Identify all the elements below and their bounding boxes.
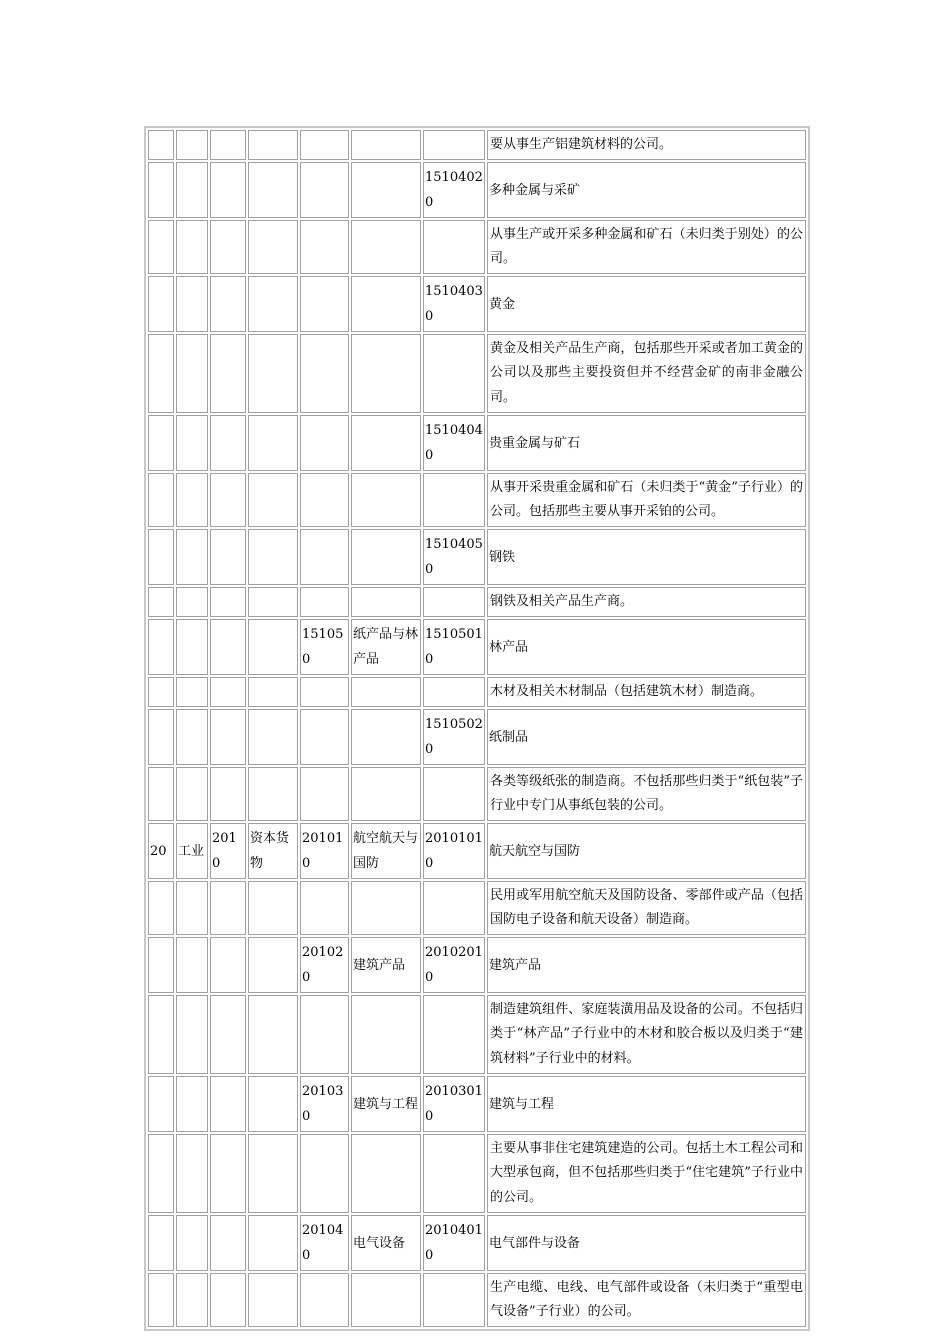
cell-industry-name: [351, 220, 421, 274]
cell-industry-code: [300, 881, 349, 935]
cell-industry-name: [351, 529, 421, 585]
cell-sector-code: [148, 130, 174, 160]
cell-sector-code: [148, 937, 174, 993]
cell-industry-group-name: [248, 619, 298, 675]
cell-sub-industry-code: [423, 677, 485, 707]
cell-sector-code: [148, 162, 174, 218]
cell-sector-code: [148, 220, 174, 274]
cell-industry-name: 纸产品与林产品: [351, 619, 421, 675]
cell-industry-code: 201040: [300, 1215, 349, 1271]
cell-sub-industry-text: 黄金及相关产品生产商，包括那些开采或者加工黄金的公司以及那些主要投资但并不经营金矿的南非金融公司。: [487, 334, 806, 413]
cell-industry-group-name: [248, 1215, 298, 1271]
cell-sub-industry-code: 15104030: [423, 276, 485, 332]
cell-industry-code: [300, 529, 349, 585]
cell-sector-code: [148, 677, 174, 707]
table-body: [148, 130, 806, 1327]
cell-sub-industry-text: 要从事生产铝建筑材料的公司。: [487, 130, 806, 160]
cell-sub-industry-text: 各类等级纸张的制造商。不包括那些归类于“纸包装”子行业中专门从事纸包装的公司。: [487, 767, 806, 821]
table-row: [148, 1076, 806, 1132]
cell-sector-name: [176, 677, 208, 707]
cell-sub-industry-code: [423, 1273, 485, 1327]
cell-industry-code: [300, 162, 349, 218]
cell-industry-name: [351, 587, 421, 617]
cell-industry-code: [300, 276, 349, 332]
cell-industry-group-name: [248, 1076, 298, 1132]
cell-industry-group-name: [248, 995, 298, 1074]
cell-sub-industry-text: 林产品: [487, 619, 806, 675]
cell-sector-name: [176, 220, 208, 274]
cell-industry-group-code: [210, 334, 246, 413]
cell-sub-industry-code: 20104010: [423, 1215, 485, 1271]
cell-sector-name: [176, 334, 208, 413]
cell-industry-group-code: [210, 415, 246, 471]
cell-sub-industry-text: 从事开采贵重金属和矿石（未归类于“黄金”子行业）的公司。包括那些主要从事开采铂的公司。: [487, 473, 806, 527]
table-row: [148, 709, 806, 765]
cell-industry-name: [351, 130, 421, 160]
cell-industry-group-code: [210, 220, 246, 274]
cell-industry-name: [351, 677, 421, 707]
cell-sub-industry-code: 15105010: [423, 619, 485, 675]
cell-industry-name: [351, 995, 421, 1074]
cell-industry-group-code: [210, 767, 246, 821]
cell-sector-name: [176, 1273, 208, 1327]
cell-sector-name: [176, 276, 208, 332]
cell-industry-code: [300, 415, 349, 471]
cell-sub-industry-code: 15105020: [423, 709, 485, 765]
table-row: [148, 473, 806, 527]
cell-industry-code: [300, 220, 349, 274]
cell-sub-industry-code: 15104020: [423, 162, 485, 218]
cell-industry-name: 建筑产品: [351, 937, 421, 993]
cell-industry-group-name: [248, 473, 298, 527]
cell-industry-name: [351, 276, 421, 332]
cell-sub-industry-code: [423, 767, 485, 821]
table-row: [148, 415, 806, 471]
cell-industry-group-name: [248, 677, 298, 707]
cell-sector-code: [148, 995, 174, 1074]
cell-sub-industry-text: 电气部件与设备: [487, 1215, 806, 1271]
cell-sub-industry-code: [423, 334, 485, 413]
cell-sector-code: [148, 619, 174, 675]
cell-industry-code: [300, 334, 349, 413]
cell-industry-name: [351, 415, 421, 471]
cell-sector-code: [148, 1273, 174, 1327]
cell-industry-group-name: [248, 881, 298, 935]
cell-sector-name: [176, 587, 208, 617]
table-row: [148, 823, 806, 879]
cell-sub-industry-code: [423, 473, 485, 527]
cell-sector-name: [176, 995, 208, 1074]
cell-industry-code: [300, 473, 349, 527]
cell-industry-name: [351, 881, 421, 935]
cell-industry-group-code: [210, 881, 246, 935]
cell-sub-industry-code: [423, 881, 485, 935]
cell-industry-code: [300, 995, 349, 1074]
cell-industry-name: 航空航天与国防: [351, 823, 421, 879]
cell-sector-name: [176, 529, 208, 585]
cell-sub-industry-code: 20101010: [423, 823, 485, 879]
cell-industry-group-code: [210, 130, 246, 160]
cell-sector-code: 20: [148, 823, 174, 879]
cell-sub-industry-text: 钢铁及相关产品生产商。: [487, 587, 806, 617]
cell-sub-industry-code: [423, 995, 485, 1074]
cell-sector-name: [176, 709, 208, 765]
cell-sector-name: [176, 1134, 208, 1213]
cell-industry-code: 201030: [300, 1076, 349, 1132]
table-row: [148, 587, 806, 617]
cell-industry-code: [300, 767, 349, 821]
cell-industry-group-name: [248, 1273, 298, 1327]
cell-industry-code: [300, 1273, 349, 1327]
cell-industry-group-name: [248, 529, 298, 585]
table-row: [148, 276, 806, 332]
cell-industry-group-name: [248, 587, 298, 617]
cell-sector-name: [176, 415, 208, 471]
cell-sector-code: [148, 473, 174, 527]
table-row: [148, 619, 806, 675]
cell-sector-code: [148, 587, 174, 617]
table-row: [148, 881, 806, 935]
cell-industry-group-name: [248, 130, 298, 160]
table-row: [148, 1215, 806, 1271]
cell-sector-code: [148, 529, 174, 585]
cell-sub-industry-text: 木材及相关木材制品（包括建筑木材）制造商。: [487, 677, 806, 707]
cell-sub-industry-text: 多种金属与采矿: [487, 162, 806, 218]
cell-sector-name: [176, 1076, 208, 1132]
table-row: [148, 995, 806, 1074]
table-row: [148, 767, 806, 821]
cell-sub-industry-code: 20102010: [423, 937, 485, 993]
cell-industry-name: [351, 709, 421, 765]
cell-industry-group-name: [248, 415, 298, 471]
cell-sector-name: [176, 937, 208, 993]
cell-industry-group-name: [248, 767, 298, 821]
cell-sector-name: 工业: [176, 823, 208, 879]
cell-sub-industry-text: 建筑与工程: [487, 1076, 806, 1132]
table-row: [148, 130, 806, 160]
cell-industry-group-code: [210, 709, 246, 765]
cell-industry-group-code: [210, 619, 246, 675]
gics-classification-table: [144, 126, 810, 1331]
cell-industry-group-name: [248, 162, 298, 218]
cell-industry-group-name: [248, 937, 298, 993]
cell-industry-code: [300, 709, 349, 765]
cell-industry-name: [351, 473, 421, 527]
cell-industry-code: 201010: [300, 823, 349, 879]
cell-sector-name: [176, 767, 208, 821]
cell-sector-name: [176, 162, 208, 218]
cell-industry-group-code: [210, 1134, 246, 1213]
cell-sector-name: [176, 130, 208, 160]
cell-industry-group-code: [210, 162, 246, 218]
cell-sector-code: [148, 1076, 174, 1132]
cell-industry-group-code: [210, 1273, 246, 1327]
cell-sub-industry-text: 钢铁: [487, 529, 806, 585]
table-row: [148, 1273, 806, 1327]
cell-industry-code: [300, 1134, 349, 1213]
cell-sector-code: [148, 709, 174, 765]
cell-sub-industry-text: 主要从事非住宅建筑建造的公司。包括土木工程公司和大型承包商，但不包括那些归类于“住宅建筑”子行业中的公司。: [487, 1134, 806, 1213]
cell-sub-industry-text: 纸制品: [487, 709, 806, 765]
cell-sub-industry-code: [423, 587, 485, 617]
cell-sub-industry-text: 从事生产或开采多种金属和矿石（未归类于别处）的公司。: [487, 220, 806, 274]
cell-sector-code: [148, 767, 174, 821]
cell-industry-group-code: [210, 473, 246, 527]
cell-industry-group-name: [248, 334, 298, 413]
cell-sub-industry-text: 贵重金属与矿石: [487, 415, 806, 471]
cell-sector-code: [148, 1134, 174, 1213]
cell-industry-name: 建筑与工程: [351, 1076, 421, 1132]
cell-sub-industry-text: 生产电缆、电线、电气部件或设备（未归类于“重型电气设备”子行业）的公司。: [487, 1273, 806, 1327]
cell-industry-name: [351, 1134, 421, 1213]
table-row: [148, 334, 806, 413]
cell-industry-group-name: 资本货物: [248, 823, 298, 879]
cell-sub-industry-code: 20103010: [423, 1076, 485, 1132]
cell-sector-code: [148, 334, 174, 413]
table-row: [148, 220, 806, 274]
cell-sub-industry-text: 制造建筑组件、家庭装潢用品及设备的公司。不包括归类于“林产品”子行业中的木材和胶合板以及归类于“建筑材料”子行业中的材料。: [487, 995, 806, 1074]
cell-sub-industry-text: 黄金: [487, 276, 806, 332]
cell-sub-industry-text: 建筑产品: [487, 937, 806, 993]
cell-industry-code: [300, 130, 349, 160]
cell-industry-group-code: 2010: [210, 823, 246, 879]
table-row: [148, 1134, 806, 1213]
cell-industry-group-code: [210, 529, 246, 585]
table-row: [148, 677, 806, 707]
table-row: [148, 162, 806, 218]
cell-sub-industry-code: [423, 1134, 485, 1213]
cell-sector-code: [148, 881, 174, 935]
cell-industry-name: [351, 1273, 421, 1327]
table-row: [148, 937, 806, 993]
cell-industry-group-code: [210, 937, 246, 993]
cell-sector-code: [148, 276, 174, 332]
cell-industry-code: [300, 677, 349, 707]
cell-sub-industry-code: 15104040: [423, 415, 485, 471]
cell-industry-group-name: [248, 220, 298, 274]
cell-industry-group-code: [210, 677, 246, 707]
cell-industry-code: [300, 587, 349, 617]
cell-sector-name: [176, 881, 208, 935]
table-row: [148, 529, 806, 585]
cell-industry-group-name: [248, 709, 298, 765]
cell-industry-name: [351, 767, 421, 821]
cell-sector-name: [176, 1215, 208, 1271]
cell-sector-name: [176, 473, 208, 527]
cell-industry-name: 电气设备: [351, 1215, 421, 1271]
cell-industry-code: 151050: [300, 619, 349, 675]
cell-industry-group-name: [248, 276, 298, 332]
cell-industry-group-code: [210, 1076, 246, 1132]
cell-industry-name: [351, 162, 421, 218]
cell-sector-code: [148, 1215, 174, 1271]
cell-industry-group-code: [210, 587, 246, 617]
cell-industry-code: 201020: [300, 937, 349, 993]
cell-sub-industry-code: [423, 130, 485, 160]
cell-sector-code: [148, 415, 174, 471]
cell-sub-industry-code: 15104050: [423, 529, 485, 585]
cell-industry-group-code: [210, 276, 246, 332]
cell-industry-group-name: [248, 1134, 298, 1213]
cell-sub-industry-text: 民用或军用航空航天及国防设备、零部件或产品（包括国防电子设备和航天设备）制造商。: [487, 881, 806, 935]
cell-industry-group-code: [210, 1215, 246, 1271]
cell-sector-name: [176, 619, 208, 675]
cell-industry-group-code: [210, 995, 246, 1074]
cell-industry-name: [351, 334, 421, 413]
cell-sub-industry-code: [423, 220, 485, 274]
cell-sub-industry-text: 航天航空与国防: [487, 823, 806, 879]
